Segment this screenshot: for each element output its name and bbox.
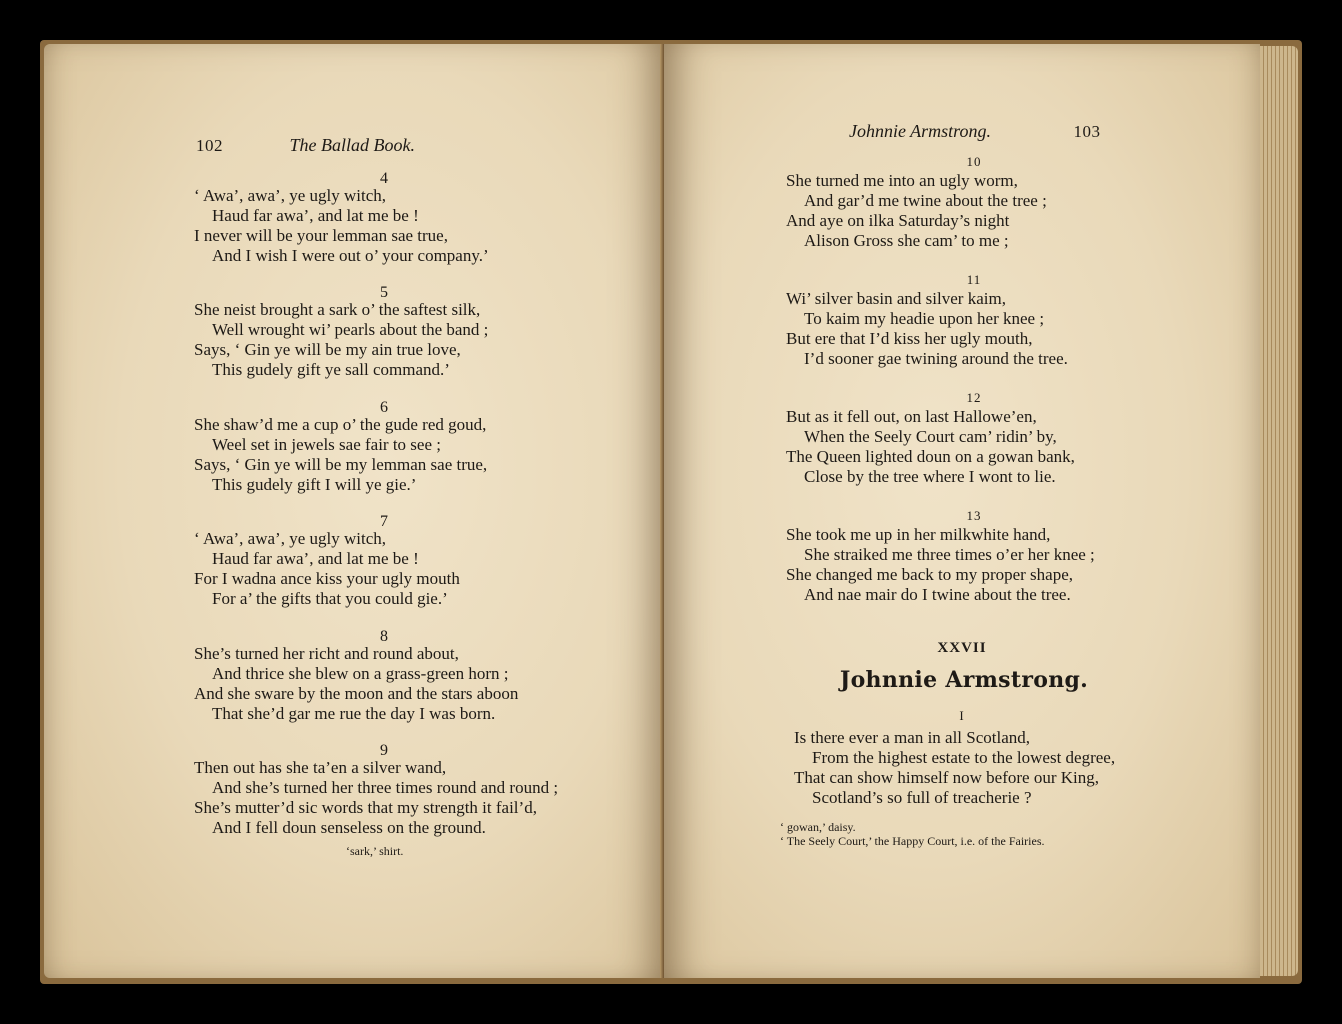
verse-line: From the highest estate to the lowest degree,: [812, 748, 1116, 767]
right-page-header: [849, 121, 1101, 142]
verse-line: She neist brought a sark o’ the saftest silk,: [194, 300, 481, 320]
stanza-number: 8: [380, 627, 388, 645]
verse-line: She took me up in her milkwhite hand,: [786, 525, 1051, 544]
verse-line: This gudely gift I will ye gie.’: [212, 474, 417, 494]
stanza-number: 11: [966, 272, 982, 287]
verse-line: Well wrought wi’ pearls about the band ;: [212, 320, 489, 340]
stanza-number: 5: [380, 284, 388, 302]
verse-line: And nae mair do I twine about the tree.: [804, 585, 1071, 604]
verse-line: She straiked me three times o’er her knee ;: [804, 545, 1095, 564]
stanza-number: 12: [966, 390, 982, 405]
verse-line: The Queen lighted doun on a gowan bank,: [786, 447, 1075, 466]
section-number: XXVII: [937, 640, 987, 656]
verse-line: Haud far awa’, and lat me be !: [212, 206, 419, 225]
verse-line: And she’s turned her three times round and round ;: [212, 778, 559, 797]
verse-line: To kaim my headie upon her knee ;: [804, 309, 1045, 328]
verse-line: And I fell doun senseless on the ground.: [212, 818, 486, 837]
verse-line: She shaw’d me a cup o’ the gude red goud,: [194, 414, 487, 434]
verse-line: This gudely gift ye sall command.’: [212, 360, 450, 380]
verse-line: And she sware by the moon and the stars aboon: [194, 683, 519, 703]
verse-line: But as it fell out, on last Hallowe’en,: [786, 407, 1037, 426]
verse-line: For I wadna ance kiss your ugly mouth: [194, 569, 460, 589]
verse-line: That can show himself now before our King,: [794, 768, 1099, 787]
verse-line: Close by the tree where I wont to lie.: [804, 467, 1056, 486]
right-page: [664, 44, 1260, 978]
stanza-number: 10: [966, 154, 982, 169]
verse-line: Wi’ silver basin and silver kaim,: [786, 289, 1006, 308]
stanza-number: 4: [380, 170, 388, 187]
verse-line: Says, ‘ Gin ye will be my lemman sae true,: [194, 454, 488, 474]
right-footnote-1: ‘ gowan,’ daisy.: [780, 820, 856, 834]
verse-line: ‘ Awa’, awa’, ye ugly witch,: [194, 186, 386, 205]
stanza-number: 9: [380, 742, 388, 759]
verse-line: She’s turned her richt and round about,: [194, 643, 459, 663]
stanza-number: 6: [380, 398, 388, 416]
verse-line: That she’d gar me rue the day I was born.: [212, 703, 496, 723]
page-edges: [1260, 46, 1298, 976]
section-title: Johnnie Armstrong.: [839, 667, 1089, 693]
stanza-number: I: [959, 708, 965, 723]
verse-line: And thrice she blew on a grass-green horn ;: [212, 663, 509, 683]
verse-line: Weel set in jewels sae fair to see ;: [212, 434, 441, 454]
left-page-number: 102: [196, 136, 223, 155]
verse-line: Scotland’s so full of treacherie ?: [812, 788, 1032, 807]
verse-line: When the Seely Court cam’ ridin’ by,: [804, 427, 1057, 446]
verse-line: She changed me back to my proper shape,: [786, 565, 1074, 584]
left-page: [44, 44, 664, 978]
verse-line: She turned me into an ugly worm,: [786, 171, 1018, 190]
right-page-number: 103: [1073, 122, 1101, 141]
verse-line: Is there ever a man in all Scotland,: [794, 728, 1031, 747]
right-running-title: Johnnie Armstrong.: [849, 121, 991, 141]
left-footnote: ‘sark,’ shirt.: [346, 844, 404, 858]
verse-line: She’s mutter’d sic words that my strength it fail’d,: [194, 798, 537, 817]
verse-line: And aye on ilka Saturday’s night: [786, 211, 1010, 230]
verse-line: And I wish I were out o’ your company.’: [212, 246, 489, 265]
stanza-number: 13: [966, 508, 982, 523]
left-running-title: The Ballad Book.: [289, 135, 415, 155]
verse-line: Alison Gross she cam’ to me ;: [804, 231, 1009, 250]
verse-line: But ere that I’d kiss her ugly mouth,: [786, 329, 1033, 348]
right-footnote-2: ‘ The Seely Court,’ the Happy Court, i.e. of the Fairies.: [780, 834, 1045, 848]
stanza-number: 7: [380, 513, 388, 531]
verse-line: Haud far awa’, and lat me be !: [212, 549, 419, 569]
verse-line: ‘ Awa’, awa’, ye ugly witch,: [194, 529, 386, 549]
verse-line: I’d sooner gae twining around the tree.: [804, 349, 1068, 368]
verse-line: And gar’d me twine about the tree ;: [804, 191, 1047, 210]
verse-line: Then out has she ta’en a silver wand,: [194, 758, 447, 777]
verse-line: I never will be your lemman sae true,: [194, 226, 448, 245]
verse-line: For a’ the gifts that you could gie.’: [212, 589, 448, 609]
left-page-header: [196, 135, 415, 156]
open-book: [40, 40, 1302, 984]
verse-line: Says, ‘ Gin ye will be my ain true love,: [194, 340, 461, 360]
